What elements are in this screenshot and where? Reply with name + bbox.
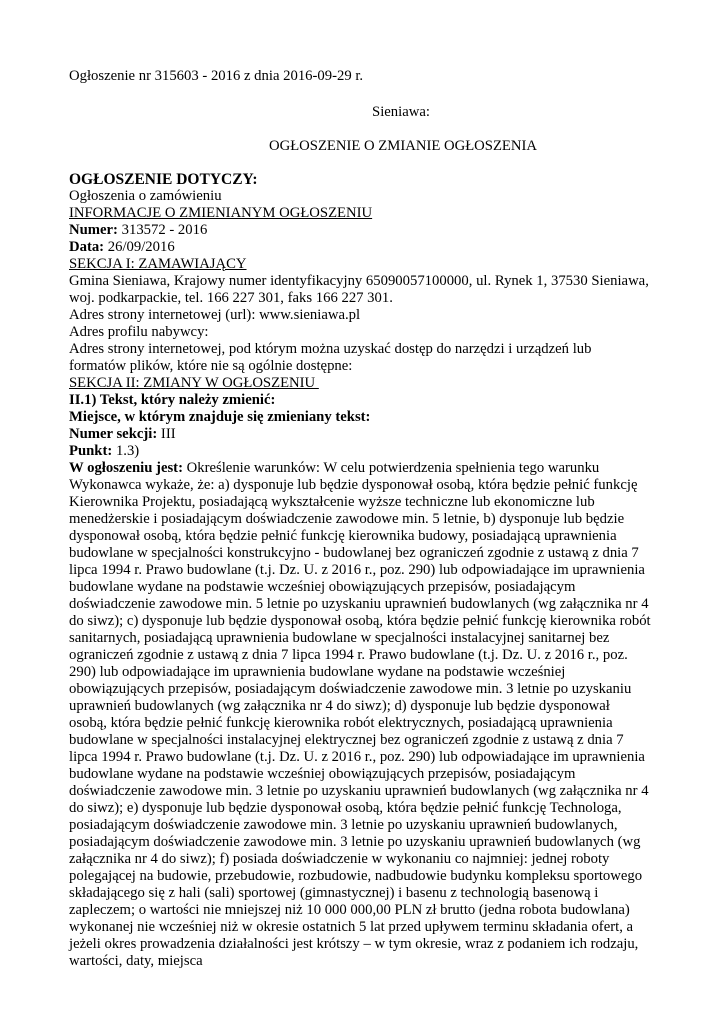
contracting-authority: Gmina Sieniawa, Krajowy numer identyfikacyjny 65090057100000, ul. Rynek 1, 37530 Sieniawa, woj. podkarpackie, tel. 166 227 301, faks 166 227 301.: [69, 273, 649, 306]
date-value: 26/09/2016: [104, 239, 175, 255]
changed-info-heading: INFORMACJE O ZMIENIANYM OGŁOSZENIU: [69, 205, 373, 221]
number-value: 313572 - 2016: [117, 222, 208, 238]
city-line: [69, 104, 657, 121]
section1-heading: SEKCJA I: ZAMAWIAJĄCY: [69, 256, 247, 272]
section-number-label: Numer sekcji:: [69, 426, 158, 442]
notice-number-row: [69, 222, 657, 239]
document-title-text: OGŁOSZENIE O ZMIANIE OGŁOSZENIA: [268, 138, 537, 154]
date-label: Data:: [69, 239, 105, 255]
section2-heading: SEKCJA II: ZMIANY W OGŁOSZENIU: [69, 375, 319, 391]
section-number-row: [69, 426, 657, 443]
regarding-value: Ogłoszenia o zamówieniu: [69, 188, 222, 204]
city-text: Sieniawa:: [372, 104, 430, 120]
in-notice-paragraph: [69, 460, 651, 970]
notice-content: [69, 171, 657, 970]
point-row: [69, 443, 657, 460]
in-notice-label: W ogłoszeniu jest:: [69, 460, 183, 476]
document-title: [69, 138, 657, 155]
in-notice-text: Określenie warunków: W celu potwierdzenia spełnienia tego warunku Wykonawca wykaże, że: a) dysponuje lub będzie dysponował osobą, która będzie pełnić funkcję Kierownika Projektu, posiadającą wykształcenie wyższe techniczne lub ekonomiczne lub menedżerskie i posiadającym doświadczenie zawodowe min. 5 letnie, b) dysponuje lub będzie dysponował osobą, która będzie pełnić funkcję kierownika budowy, posiadającą uprawnienia budowlane w specjalności konstrukcyjno - budowlanej bez ograniczeń zgodnie z ustawą z dnia 7 lipca 1994 r. Prawo budowlane (t.j. Dz. U. z 2016 r., poz. 290) lub odpowiadające im uprawnienia budowlane wydane na podstawie wcześniej obowiązujących przepisów, posiadającym doświadczenie zawodowe min. 5 letnie po uzyskaniu uprawnień budowlanych (wg załącznika nr 4 do siwz); c) dysponuje lub będzie dysponował osobą, która będzie pełnić funkcję kierownika robót sanitarnych, posiadającą uprawnienia budowlane w specjalności instalacyjnej sanitarnej bez ograniczeń zgodnie z ustawą z dnia 7 lipca 1994 r. Prawo budowlane (t.j. Dz. U. z 2016 r., poz. 290) lub odpowiadające im uprawnienia budowlane wydane na podstawie wcześniej obowiązujących przepisów, posiadającym doświadczenie zawodowe min. 3 letnie po uzyskaniu uprawnień budowlanych (wg załącznika nr 4 do siwz); d) dysponuje lub będzie dysponował osobą, która będzie pełnić funkcję kierownika robót elektrycznych, posiadającą uprawnienia budowlane w specjalności instalacyjnej elektrycznej bez ograniczeń zgodnie z ustawą z dnia 7 lipca 1994 r. Prawo budowlane (t.j. Dz. U. z 2016 r., poz. 290) lub odpowiadające im uprawnienia budowlane wydane na podstawie wcześniej obowiązujących przepisów, posiadającym doświadczenie zawodowe min. 3 letnie po uzyskaniu uprawnień budowlanych (wg załącznika nr 4 do siwz); e) dysponuje lub będzie dysponował osobą, która będzie pełnić funkcję Technologa, posiadającym doświadczenie zawodowe min. 3 letnie po uzyskaniu uprawnień budowlanych, posiadającym doświadczenie zawodowe min. 3 letnie po uzyskaniu uprawnień budowlanych (wg załącznika nr 4 do siwz); f) posiada doświadczenie w wykonaniu co najmniej: jednej roboty polegającej na budowie, przebudowie, rozbudowie, nadbudowie budynku kompleksu sportowego składającego się z hali (sali) sportowej (gimnastycznej) i basenu z technologią basenową i zapleczem; o wartości nie mniejszej niż 10 000 000,00 PLN zł brutto (jedna robota budowlana) wykonanej nie wcześniej niż w okresie ostatnich 5 lat przed upływem terminu składania ofert, a jeżeli okres prowadzenia działalności jest krótszy – w tym okresie, wraz z podaniem ich rodzaju, wartości, daty, miejsca: [69, 460, 651, 969]
text-to-change-heading: II.1) Tekst, który należy zmienić:: [69, 392, 276, 408]
notice-date-row: [69, 239, 657, 256]
buyer-profile-line: Adres profilu nabywcy:: [69, 324, 209, 340]
point-label: Punkt:: [69, 443, 113, 459]
notice-number-line: Ogłoszenie nr 315603 - 2016 z dnia 2016-09-29 r.: [69, 68, 364, 84]
number-label: Numer:: [69, 222, 118, 238]
regarding-heading: OGŁOSZENIE DOTYCZY:: [69, 171, 258, 188]
section-number-value: III: [157, 426, 176, 442]
point-value: 1.3): [112, 443, 140, 459]
tools-line: Adres strony internetowej, pod którym można uzyskać dostęp do narzędzi i urządzeń lub formatów plików, które nie są ogólnie dostępne:: [69, 341, 592, 374]
location-heading: Miejsce, w którym znajduje się zmieniany tekst:: [69, 409, 371, 425]
website-line: Adres strony internetowej (url): www.sieniawa.pl: [69, 307, 361, 323]
